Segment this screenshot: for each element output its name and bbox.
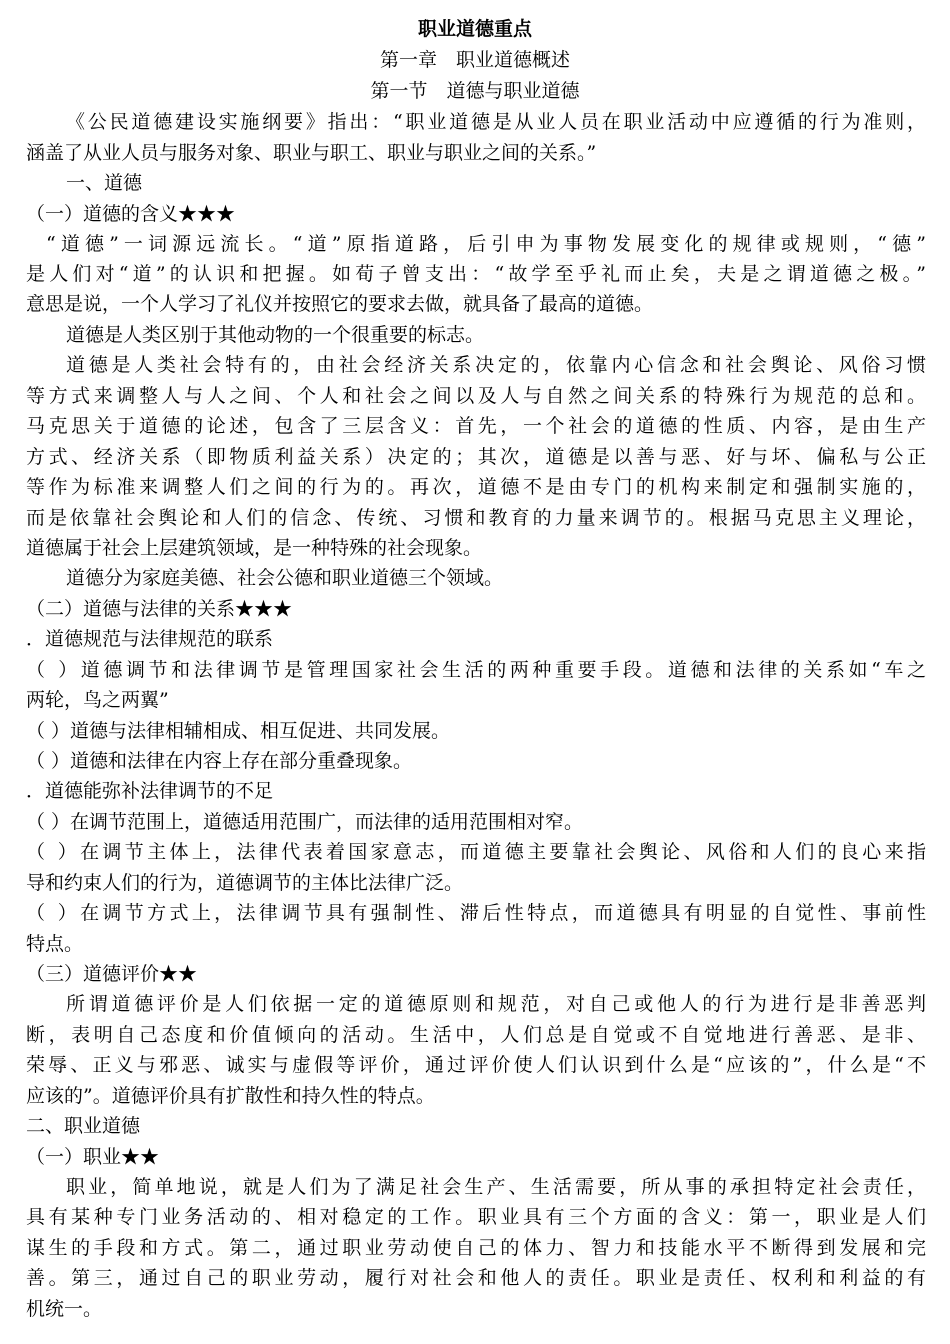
chapter-heading: 第一章 职业道德概述 <box>379 49 570 71</box>
document-title: 职业道德重点 <box>417 18 532 40</box>
section-heading: 第一节 道德与职业道德 <box>370 80 580 102</box>
text-line: 荣辱、正义与邪恶、诚实与虚假等评价，通过评价使人们认识到什么是“应该的”，什么是“不 <box>26 1054 926 1076</box>
text-line: 道德是人类区别于其他动物的一个很重要的标志。 <box>66 324 485 346</box>
text-line: 机统一。 <box>26 1298 103 1320</box>
text-line: （ ）在调节范围上，道德适用范围广，而法律的适用范围相对窄。 <box>26 811 584 833</box>
text-line: 断，表明自己态度和价值倾向的活动。生活中，人们总是自觉或不自觉地进行善恶、是非、 <box>26 1024 926 1046</box>
text-line: 两轮，鸟之两翼” <box>26 689 169 711</box>
text-line: 等作为标准来调整人们之间的行为的。再次，道德不是由专门的机构来制定和强制实施的， <box>26 476 926 498</box>
heading-line: 一、道德 <box>66 172 143 194</box>
text-line: （ ）在调节方式上，法律调节具有强制性、滞后性特点，而道德具有明显的自觉性、事前性 <box>26 902 926 924</box>
text-line: 而是依靠社会舆论和人们的信念、传统、习惯和教育的力量来调节的。根据马克思主义理论， <box>26 507 926 529</box>
heading-line: ．道德规范与法律规范的联系 <box>26 628 274 650</box>
text-line: （ ）道德与法律相辅相成、相互促进、共同发展。 <box>26 720 451 742</box>
text-line: 涵盖了从业人员与服务对象、职业与职工、职业与职业之间的关系。” <box>26 142 597 164</box>
text-line: 《公民道德建设实施纲要》指出：“职业道德是从业人员在职业活动中应遵循的行为准则， <box>66 111 926 133</box>
text-line: 导和约束人们的行为，道德调节的主体比法律广泛。 <box>26 872 464 894</box>
text-line: 等方式来调整人与人之间、个人和社会之间以及人与自然之间关系的特殊行为规范的总和。 <box>26 385 926 407</box>
text-line: 谋生的手段和方式。第二，通过职业劳动使自己的体力、智力和技能水平不断得到发展和完 <box>26 1237 926 1259</box>
text-line: 马克思关于道德的论述，包含了三层含义：首先，一个社会的道德的性质、内容，是由生产 <box>26 415 926 437</box>
heading-line: 二、职业道德 <box>26 1115 141 1137</box>
heading-line: （二）道德与法律的关系★★★ <box>26 598 293 620</box>
heading-line: （一）道德的含义★★★ <box>26 203 236 225</box>
text-line: 应该的”。道德评价具有扩散性和持久性的特点。 <box>26 1085 435 1107</box>
text-line: 意思是说，一个人学习了礼仪并按照它的要求去做，就具备了最高的道德。 <box>26 293 654 315</box>
text-line: 道德分为家庭美德、社会公德和职业道德三个领域。 <box>66 567 504 589</box>
text-line: 道德是人类社会特有的，由社会经济关系决定的，依靠内心信念和社会舆论、风俗习惯 <box>66 354 926 376</box>
text-line: 具有某种专门业务活动的、相对稳定的工作。职业具有三个方面的含义：第一，职业是人们 <box>26 1206 926 1228</box>
text-line: （ ）道德和法律在内容上存在部分重叠现象。 <box>26 750 413 772</box>
text-line: 是人们对“道”的认识和把握。如荀子曾支出：“故学至乎礼而止矣，夫是之谓道德之极。” <box>26 263 926 285</box>
heading-line: ．道德能弥补法律调节的不足 <box>26 780 274 802</box>
heading-line: （三）道德评价★★ <box>26 963 198 985</box>
text-line: （ ）道德调节和法律调节是管理国家社会生活的两种重要手段。道德和法律的关系如“车之 <box>26 659 926 681</box>
text-line: 道德属于社会上层建筑领域，是一种特殊的社会现象。 <box>26 537 483 559</box>
text-line: 职业，简单地说，就是人们为了满足社会生产、生活需要，所从事的承担特定社会责任， <box>66 1176 926 1198</box>
heading-line: （一）职业★★ <box>26 1146 160 1168</box>
text-line: “道德”一词源远流长。“道”原指道路，后引申为事物发展变化的规律或规则，“德” <box>46 233 926 255</box>
text-line: 特点。 <box>26 933 84 955</box>
text-line: （ ）在调节主体上，法律代表着国家意志，而道德主要靠社会舆论、风俗和人们的良心来指 <box>26 841 926 863</box>
text-line: 善。第三，通过自己的职业劳动，履行对社会和他人的责任。职业是责任、权利和利益的有 <box>26 1267 926 1289</box>
text-line: 所谓道德评价是人们依据一定的道德原则和规范，对自己或他人的行为进行是非善恶判 <box>66 993 926 1015</box>
text-line: 方式、经济关系（即物质利益关系）决定的；其次，道德是以善与恶、好与坏、偏私与公正 <box>26 446 926 468</box>
